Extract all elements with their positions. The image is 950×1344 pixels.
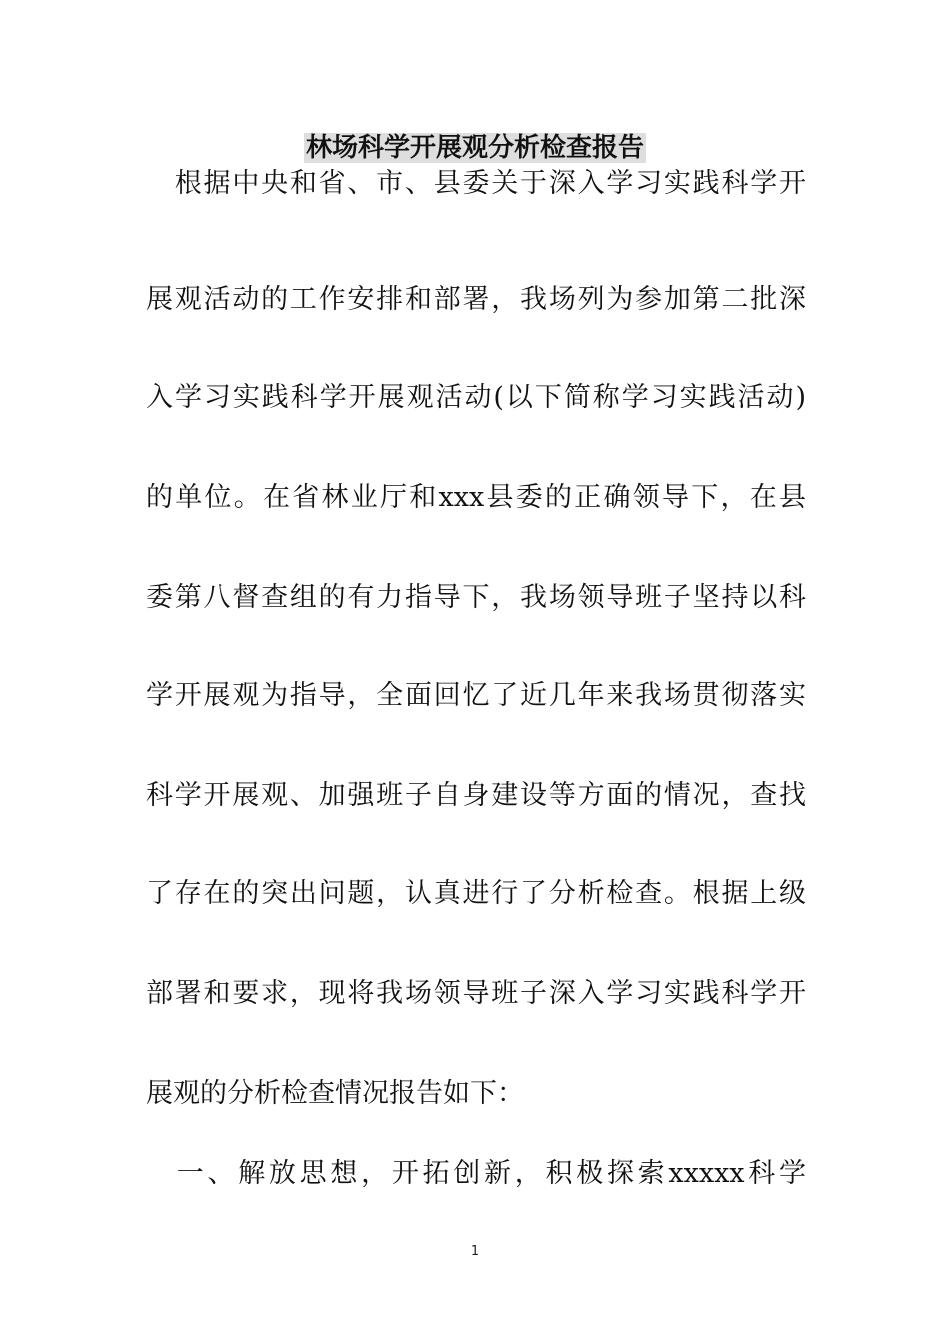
body-line-9: 部署和要求，现将我场领导班子深入学习实践科学开 [146, 978, 806, 1009]
page-number: 1 [470, 1244, 480, 1259]
body-line-2: 展观活动的工作安排和部署，我场列为参加第二批深 [146, 284, 806, 315]
body-line-10: 展观的分析检查情况报告如下： [146, 1078, 524, 1109]
body-line-8: 了存在的突出问题，认真进行了分析检查。根据上级 [146, 878, 806, 909]
body-line-1: 根据中央和省、市、县委关于深入学习实践科学开 [146, 168, 806, 199]
body-line-5: 委第八督查组的有力指导下，我场领导班子坚持以科 [146, 582, 806, 613]
body-line-7: 科学开展观、加强班子自身建设等方面的情况，查找 [146, 780, 806, 811]
document-title-text: 林场科学开展观分析检查报告 [305, 133, 644, 163]
body-line-4: 的单位。在省林业厅和xxx县委的正确领导下，在县 [146, 482, 806, 513]
document-title [0, 128, 950, 168]
body-line-11: 一、解放思想，开拓创新，积极探索xxxxx科学 [146, 1158, 806, 1189]
body-line-6: 学开展观为指导，全面回忆了近几年来我场贯彻落实 [146, 680, 806, 711]
body-line-3: 入学习实践科学开展观活动(以下简称学习实践活动) [146, 382, 806, 413]
